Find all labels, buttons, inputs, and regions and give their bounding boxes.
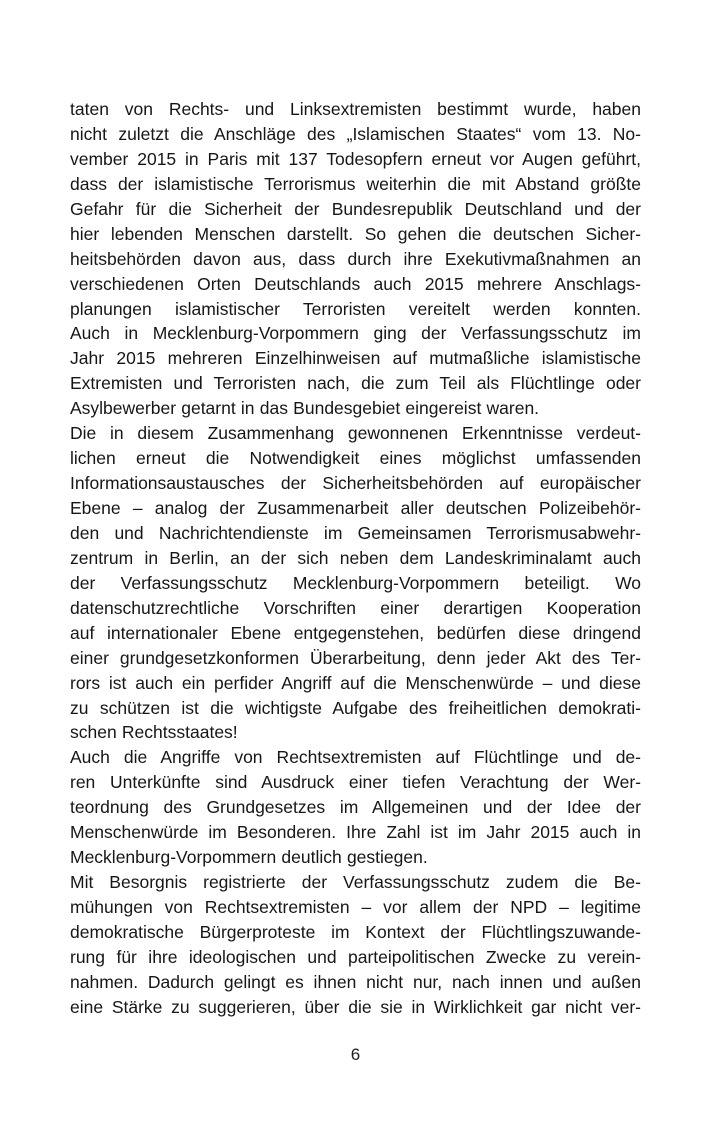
text-line: Die in diesem Zusammenhang gewonnenen Erkenntnisse verdeut- — [70, 423, 641, 444]
text-line: nahmen. Dadurch gelingt es ihnen nicht nur, nach innen und außen — [70, 971, 641, 992]
text-line: eine Stärke zu suggerieren, über die sie in Wirklichkeit gar nicht ver- — [70, 996, 641, 1017]
text-line: Informationsaustausches der Sicherheitsbehörden auf europäischer — [70, 473, 641, 494]
text-line: auf internationaler Ebene entgegenstehen, bedürfen diese dringend — [70, 622, 641, 643]
text-line: Mecklenburg-Vorpommern deutlich gestiegen. — [70, 847, 428, 868]
text-line: rung für ihre ideologischen und parteipolitischen Zwecke zu verein- — [70, 946, 641, 967]
text-line: planungen islamistischer Terroristen vereitelt werden konnten. — [70, 298, 641, 319]
text-line: Jahr 2015 mehreren Einzelhinweisen auf mutmaßliche islamistische — [70, 348, 641, 369]
text-line: Extremisten und Terroristen nach, die zum Teil als Flüchtlinge oder — [70, 373, 641, 394]
text-line: Auch die Angriffe von Rechtsextremisten auf Flüchtlinge und de- — [70, 747, 641, 768]
text-line: mühungen von Rechtsextremisten – vor allem der NPD – legitime — [70, 897, 641, 917]
text-line: Auch in Mecklenburg-Vorpommern ging der Verfassungsschutz im — [70, 323, 641, 344]
text-line: Gefahr für die Sicherheit der Bundesrepublik Deutschland und der — [70, 198, 641, 219]
text-line: ren Unterkünfte sind Ausdruck einer tiefen Verachtung der Wer- — [70, 772, 641, 793]
text-line: hier lebenden Menschen darstellt. So gehen die deutschen Sicher- — [70, 223, 641, 244]
text-line: dass der islamistische Terrorismus weiterhin die mit Abstand größte — [70, 173, 641, 194]
paragraph — [70, 870, 641, 1020]
text-line: den und Nachrichtendienste im Gemeinsamen Terrorismusabwehr- — [70, 522, 641, 543]
paragraph — [70, 421, 641, 745]
text-line: vember 2015 in Paris mit 137 Todesopfern erneut vor Augen geführt, — [70, 148, 641, 169]
text-line: schen Rechtsstaates! — [70, 722, 238, 743]
text-line: lichen erneut die Notwendigkeit eines möglichst umfassenden — [70, 448, 641, 469]
text-line: Mit Besorgnis registrierte der Verfassungsschutz zudem die Be- — [70, 872, 641, 893]
text-line: der Verfassungsschutz Mecklenburg-Vorpommern beteiligt. Wo — [70, 572, 641, 593]
text-line: taten von Rechts- und Linksextremisten bestimmt wurde, haben — [70, 99, 641, 119]
text-line: nicht zuletzt die Anschläge des „Islamischen Staates“ vom 13. No- — [70, 123, 641, 144]
text-line: einer grundgesetzkonformen Überarbeitung, denn jeder Akt des Ter- — [70, 647, 641, 668]
text-line: zu schützen ist die wichtigste Aufgabe des freiheitlichen demokrati- — [70, 697, 641, 718]
text-line: demokratische Bürgerproteste im Kontext der Flüchtlingszuwande- — [70, 921, 641, 942]
text-line: rors ist auch ein perfider Angriff auf die Menschenwürde – und diese — [70, 672, 641, 693]
text-line: verschiedenen Orten Deutschlands auch 2015 mehrere Anschlags- — [70, 273, 641, 294]
paragraph — [70, 97, 641, 421]
body-text — [70, 97, 641, 1020]
text-line: zentrum in Berlin, an der sich neben dem Landeskriminalamt auch — [70, 547, 641, 568]
paragraph — [70, 745, 641, 870]
text-line: datenschutzrechtliche Vorschriften einer derartigen Kooperation — [70, 597, 641, 618]
text-line: Asylbewerber getarnt in das Bundesgebiet eingereist waren. — [70, 398, 540, 419]
text-line: teordnung des Grundgesetzes im Allgemeinen und der Idee der — [70, 797, 641, 818]
page-number: 6 — [350, 1045, 361, 1064]
text-line: Menschenwürde im Besonderen. Ihre Zahl ist im Jahr 2015 auch in — [70, 822, 641, 843]
text-line: heitsbehörden davon aus, dass durch ihre Exekutivmaßnahmen an — [70, 248, 641, 269]
text-line: Ebene – analog der Zusammenarbeit aller deutschen Polizeibehör- — [70, 498, 641, 518]
